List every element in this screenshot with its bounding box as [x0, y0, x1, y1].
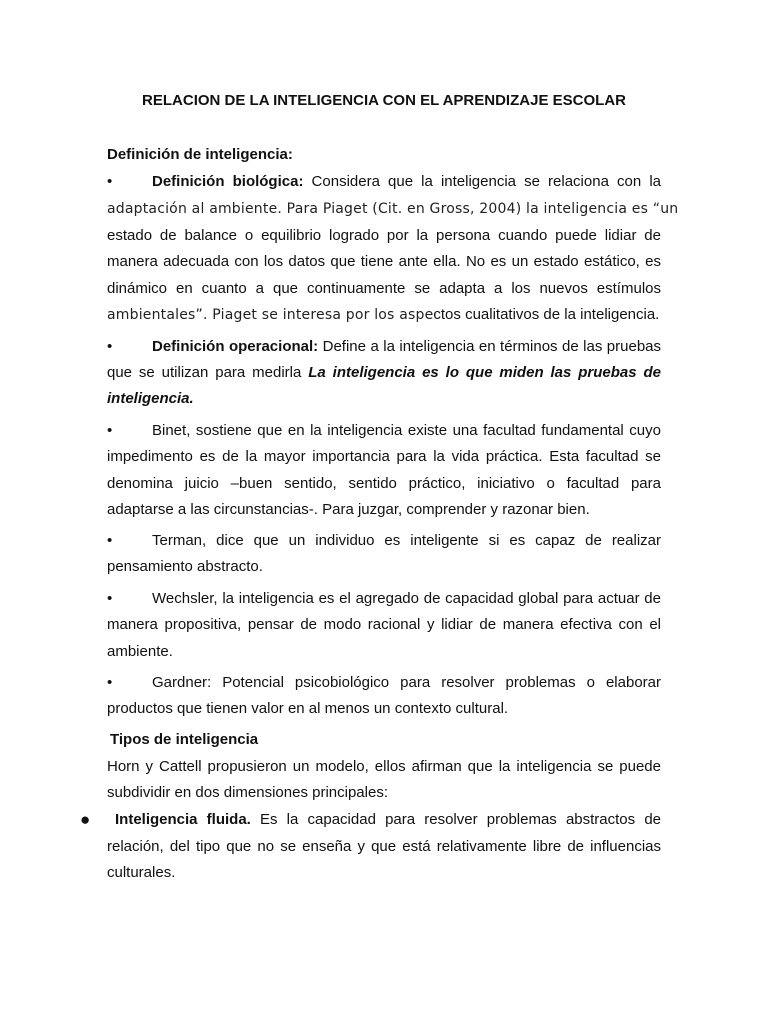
heading-tipos: Tipos de inteligencia [110, 731, 259, 748]
paragraph-line: manera propositiva, pensar de modo racional y lidiar de manera efectiva con el [107, 616, 661, 633]
paragraph-line: dinámico en cuanto a que continuamente se adapta a los nuevos estímulos [107, 280, 661, 297]
bullet: • [107, 590, 113, 607]
paragraph-line: adaptación al ambiente. Para Piaget (Cit. en Gross, 2004) la inteligencia es “un [107, 201, 679, 217]
paragraph-line: adaptarse a las circunstancias-. Para juzgar, comprender y razonar bien. [107, 501, 590, 518]
paragraph-line: • Gardner: Potencial psicobiológico para resolver problemas o elaborar [107, 674, 661, 691]
paragraph-line: ambiente. [107, 643, 173, 660]
bullet: • [107, 173, 113, 190]
paragraph-line: Inteligencia fluida. Es la capacidad para resolver problemas abstractos de [115, 811, 661, 828]
label-operacional: Definición operacional: [152, 338, 319, 355]
paragraph-line: • Binet, sostiene que en la inteligencia existe una facultad fundamental cuyo [107, 422, 661, 439]
bullet: • [107, 338, 113, 355]
paragraph-line: pensamiento abstracto. [107, 558, 263, 575]
paragraph-line: • Terman, dice que un individuo es inteligente si es capaz de realizar [107, 532, 661, 549]
paragraph-line: • Wechsler, la inteligencia es el agregado de capacidad global para actuar de [107, 590, 661, 607]
paragraph-line: estado de balance o equilibrio logrado por la persona cuando puede lidiar de [107, 227, 661, 244]
paragraph-line: impedimento es de la mayor importancia para la vida práctica. Esta facultad se [107, 448, 661, 465]
paragraph-line: inteligencia. [107, 390, 194, 407]
paragraph-line: relación, del tipo que no se enseña y que está relativamente libre de influencias [107, 838, 661, 855]
paragraph-line: productos que tienen valor en al menos un contexto cultural. [107, 700, 509, 717]
paragraph-line: denomina juicio –buen sentido, sentido práctico, iniciativo o facultad para [107, 475, 661, 492]
bullet: • [107, 674, 113, 691]
paragraph-line: manera adecuada con los datos que tiene ante ella. No es un estado estático, es [107, 253, 661, 270]
paragraph-line: culturales. [107, 864, 176, 881]
paragraph-line: subdividir en dos dimensiones principales: [107, 784, 388, 801]
document-title: RELACION DE LA INTELIGENCIA CON EL APRENDIZAJE ESCOLAR [142, 92, 626, 109]
paragraph-line: • Definición operacional: Define a la inteligencia en términos de las pruebas [107, 338, 662, 355]
paragraph-line: • Definición biológica: Considera que la inteligencia se relaciona con la [107, 173, 661, 190]
bullet: • [107, 422, 113, 439]
paragraph-line: Horn y Cattell propusieron un modelo, ellos afirman que la inteligencia se puede [107, 758, 661, 775]
emphasis-quote: La inteligencia es lo que miden las pruebas de [308, 364, 661, 381]
paragraph-line: que se utilizan para medirla La inteligencia es lo que miden las pruebas de [107, 364, 661, 381]
large-bullet: ● [80, 810, 91, 829]
bullet: • [107, 532, 113, 549]
paragraph-line: ambientales”. Piaget se interesa por los aspectos cualitativos de la inteligencia. [107, 306, 660, 323]
label-fluida: Inteligencia fluida. [115, 811, 251, 828]
heading-definicion: Definición de inteligencia: [107, 146, 293, 163]
label-biologica: Definición biológica: [152, 173, 304, 190]
